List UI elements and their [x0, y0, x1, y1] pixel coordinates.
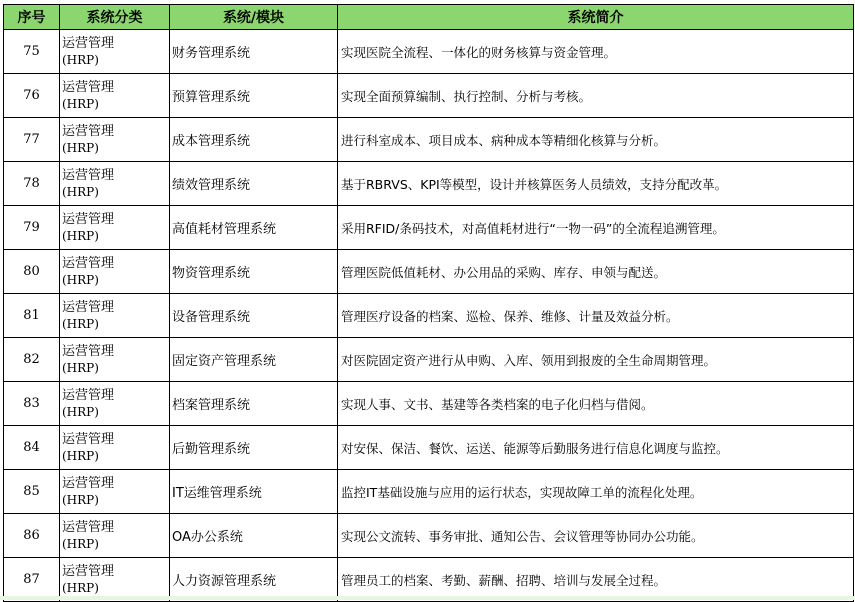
cell-description[interactable]: 监控IT基础设施与应用的运行状态，实现故障工单的流程化处理。 [338, 470, 854, 514]
category-name: 运营管理 [62, 79, 115, 95]
cell-category[interactable] [60, 250, 170, 294]
category-sub: (HRP) [62, 492, 99, 507]
category-name: 运营管理 [62, 167, 115, 183]
cell-description[interactable]: 实现人事、文书、基建等各类档案的电子化归档与借阅。 [338, 382, 854, 426]
category-name: 运营管理 [62, 299, 115, 315]
table-row [4, 74, 854, 118]
category-name: 运营管理 [62, 387, 115, 403]
cell-system[interactable]: 人力资源管理系统 [170, 558, 338, 602]
table-row [4, 470, 854, 514]
cell-no[interactable]: 79 [4, 206, 60, 250]
cell-no[interactable]: 87 [4, 558, 60, 602]
table-row [4, 426, 854, 470]
table-row [4, 118, 854, 162]
cell-category[interactable] [60, 558, 170, 602]
header-row [4, 5, 854, 30]
cell-description[interactable]: 管理医院低值耗材、办公用品的采购、库存、申领与配送。 [338, 250, 854, 294]
cell-system[interactable]: 档案管理系统 [170, 382, 338, 426]
cell-description[interactable]: 对医院固定资产进行从申购、入库、领用到报废的全生命周期管理。 [338, 338, 854, 382]
table-row [4, 30, 854, 74]
category-name: 运营管理 [62, 255, 115, 271]
cell-system[interactable]: 设备管理系统 [170, 294, 338, 338]
cell-description[interactable]: 管理员工的档案、考勤、薪酬、招聘、培训与发展全过程。 [338, 558, 854, 602]
cell-no[interactable]: 82 [4, 338, 60, 382]
cell-no[interactable]: 86 [4, 514, 60, 558]
header-cell-system[interactable]: 系统/模块 [170, 5, 338, 30]
table-row [4, 294, 854, 338]
sheet-bottom-strip [0, 596, 855, 600]
cell-category[interactable] [60, 118, 170, 162]
category-sub: (HRP) [62, 580, 99, 595]
cell-system[interactable]: 绩效管理系统 [170, 162, 338, 206]
header-cell-category[interactable]: 系统分类 [60, 5, 170, 30]
category-name: 运营管理 [62, 475, 115, 491]
cell-system[interactable]: OA办公系统 [170, 514, 338, 558]
cell-no[interactable]: 80 [4, 250, 60, 294]
category-sub: (HRP) [62, 360, 99, 375]
cell-no[interactable]: 81 [4, 294, 60, 338]
category-name: 运营管理 [62, 519, 115, 535]
category-sub: (HRP) [62, 536, 99, 551]
table-row [4, 338, 854, 382]
category-name: 运营管理 [62, 563, 115, 579]
category-name: 运营管理 [62, 431, 115, 447]
table-row [4, 558, 854, 602]
category-name: 运营管理 [62, 35, 115, 51]
cell-system[interactable]: 高值耗材管理系统 [170, 206, 338, 250]
cell-description[interactable]: 实现全面预算编制、执行控制、分析与考核。 [338, 74, 854, 118]
category-sub: (HRP) [62, 448, 99, 463]
table-row [4, 206, 854, 250]
category-sub: (HRP) [62, 52, 99, 67]
cell-no[interactable]: 75 [4, 30, 60, 74]
cell-system[interactable]: 后勤管理系统 [170, 426, 338, 470]
cell-description[interactable]: 对安保、保洁、餐饮、运送、能源等后勤服务进行信息化调度与监控。 [338, 426, 854, 470]
category-name: 运营管理 [62, 211, 115, 227]
cell-description[interactable]: 实现医院全流程、一体化的财务核算与资金管理。 [338, 30, 854, 74]
table-row [4, 514, 854, 558]
cell-description[interactable]: 实现公文流转、事务审批、通知公告、会议管理等协同办公功能。 [338, 514, 854, 558]
cell-description[interactable]: 基于RBRVS、KPI等模型，设计并核算医务人员绩效，支持分配改革。 [338, 162, 854, 206]
cell-category[interactable] [60, 162, 170, 206]
header-cell-no[interactable]: 序号 [4, 5, 60, 30]
cell-category[interactable] [60, 294, 170, 338]
cell-system[interactable]: 财务管理系统 [170, 30, 338, 74]
table-row [4, 162, 854, 206]
category-sub: (HRP) [62, 184, 99, 199]
cell-system[interactable]: 物资管理系统 [170, 250, 338, 294]
header-cell-description[interactable]: 系统简介 [338, 5, 854, 30]
cell-system[interactable]: 预算管理系统 [170, 74, 338, 118]
cell-description[interactable]: 管理医疗设备的档案、巡检、保养、维修、计量及效益分析。 [338, 294, 854, 338]
category-sub: (HRP) [62, 96, 99, 111]
system-table [3, 4, 854, 602]
cell-system[interactable]: 成本管理系统 [170, 118, 338, 162]
cell-system[interactable]: 固定资产管理系统 [170, 338, 338, 382]
cell-category[interactable] [60, 206, 170, 250]
cell-category[interactable] [60, 382, 170, 426]
category-sub: (HRP) [62, 228, 99, 243]
table-row [4, 382, 854, 426]
category-sub: (HRP) [62, 316, 99, 331]
cell-no[interactable]: 76 [4, 74, 60, 118]
cell-category[interactable] [60, 470, 170, 514]
category-sub: (HRP) [62, 404, 99, 419]
cell-no[interactable]: 77 [4, 118, 60, 162]
cell-category[interactable] [60, 426, 170, 470]
category-name: 运营管理 [62, 123, 115, 139]
category-name: 运营管理 [62, 343, 115, 359]
cell-no[interactable]: 84 [4, 426, 60, 470]
cell-category[interactable] [60, 30, 170, 74]
cell-category[interactable] [60, 514, 170, 558]
cell-description[interactable]: 采用RFID/条码技术，对高值耗材进行“一物一码”的全流程追溯管理。 [338, 206, 854, 250]
cell-category[interactable] [60, 338, 170, 382]
cell-no[interactable]: 83 [4, 382, 60, 426]
category-sub: (HRP) [62, 140, 99, 155]
table-row [4, 250, 854, 294]
category-sub: (HRP) [62, 272, 99, 287]
cell-no[interactable]: 85 [4, 470, 60, 514]
cell-system[interactable]: IT运维管理系统 [170, 470, 338, 514]
cell-category[interactable] [60, 74, 170, 118]
cell-description[interactable]: 进行科室成本、项目成本、病种成本等精细化核算与分析。 [338, 118, 854, 162]
cell-no[interactable]: 78 [4, 162, 60, 206]
